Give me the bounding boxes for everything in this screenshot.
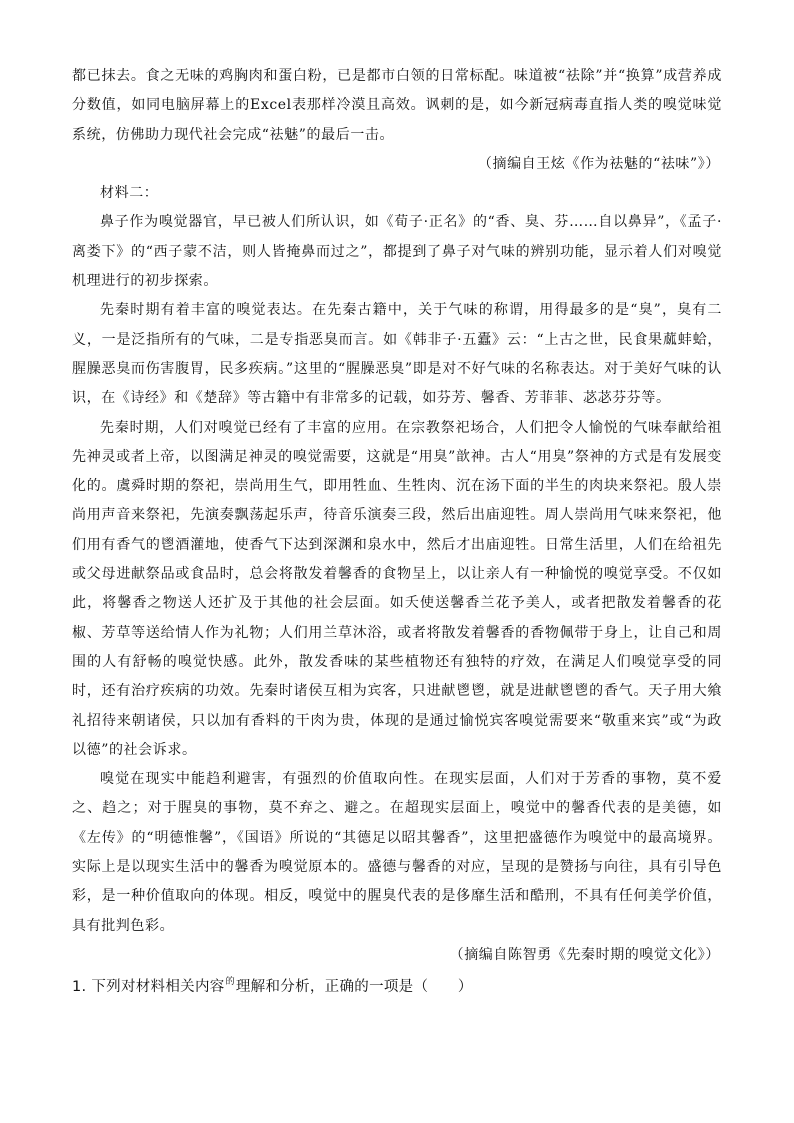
question-text-after: 理解和分析，正确的一项是（ ） — [235, 979, 473, 995]
source-citation-1: （摘编自王炫《作为祛魅的“祛味”》） — [477, 155, 720, 172]
source-citation-2: （摘编自陈智勇《先秦时期的嗅觉文化》） — [449, 946, 720, 963]
question-number: 1. — [72, 979, 87, 995]
continuation-paragraph: 都已抹去。食之无味的鸡胸肉和蛋白粉，已是都市白领的日常标配。味道被“祛除”并“换算”成营养成分数值，如同电脑屏幕上的Excel表那样冷漠且高效。讽刺的是，如今新冠病毒直指人类的嗅觉味觉系统，仿佛助力现代社会完成“祛魅”的最后一击。 — [72, 68, 722, 143]
paragraph-3: 先秦时期，人们对嗅觉已经有了丰富的应用。在宗教祭祀场合，人们把令人愉悦的气味奉献给祖先神灵或者上帝，以图满足神灵的嗅觉需要，这就是“用臭”歆神。古人“用臭”祭神的方式是有发展变化的。虞舜时期的祭祀，崇尚用生气，即用牲血、生牲肉、沉在汤下面的半生的肉块来祭祀。殷人崇尚用声音来祭祀，先演奏飘荡起乐声，待音乐演奏三段，然后出庙迎牲。周人崇尚用气味来祭祀，他们用有香气的鬯酒灌地，使香气下达到深渊和泉水中，然后才出庙迎牲。日常生活里，人们在给祖先或父母进献祭品或食品时，总会将散发着馨香的食物呈上，以让亲人有一种愉悦的嗅觉享受。不仅如此，将馨香之物送人还扩及于其他的社会层面。如夭使送馨香兰花予美人，或者把散发着馨香的花椒、芳草等送给情人作为礼物；人们用兰草沐浴，或者将散发着馨香的香物佩带于身上，让自己和周围的人有舒畅的嗅觉快感。此外，散发香味的某些植物还有独特的疗效，在满足人们嗅觉享受的同时，还有治疗疾病的功效。先秦时诸侯互相为宾客，只进献鬯鬯，就是进献鬯鬯的香气。天子用大飨礼招待来朝诸侯，只以加有香料的干肉为贵，体现的是通过愉悦宾客嗅觉需要来“敬重来宾”或“为政以德”的社会诉求。 — [72, 419, 722, 758]
material-2-heading: 材料二： — [100, 185, 159, 202]
document-body — [72, 62, 722, 970]
question-1 — [72, 975, 722, 996]
question-text-before: 下列对材料相关内容 — [91, 979, 225, 995]
paragraph-4: 嗅觉在现实中能趋利避害，有强烈的价值取向性。在现实层面，人们对于芳香的事物，莫不爱之、趋之；对于腥臭的事物，莫不弃之、避之。在超现实层面上，嗅觉中的馨香代表的是美德，如《左传》的“明德惟馨”，《国语》所说的“其德足以昭其馨香”，这里把盛德作为嗅觉中的最高境界。实际上是以现实生活中的馨香为嗅觉原本的。盛德与馨香的对应，呈现的是赞扬与向往，具有引导色彩，是一种价值取向的体现。相反，嗅觉中的腥臭代表的是侈靡生活和酷刑，不具有任何美学价值，具有批判色彩。 — [72, 771, 722, 934]
paragraph-1: 鼻子作为嗅觉器官，早已被人们所认识，如《荀子·正名》的“香、臭、芬……自以鼻异”，《孟子·离娄下》的“西子蒙不洁，则人皆掩鼻而过之”，都提到了鼻子对气味的辨别功能，显示着人们对嗅觉机理进行的初步探索。 — [72, 214, 722, 290]
paragraph-2: 先秦时期有着丰富的嗅觉表达。在先秦古籍中，关于气味的称谓，用得最多的是“臭”，臭有二义，一是泛指所有的气味，二是专指恶臭而言。如《韩非子·五蠹》云：“上古之世，民食果蓏蚌蛤，腥臊恶臭而伤害腹胃，民多疾病。”这里的“腥臊恶臭”即是对不好气味的名称表达。对于美好气味的认识，在《诗经》和《楚辞》等古籍中有非常多的记载，如芬芳、馨香、芳菲菲、苾苾芬芬等。 — [72, 302, 722, 407]
question-superscript: 的 — [225, 977, 235, 987]
